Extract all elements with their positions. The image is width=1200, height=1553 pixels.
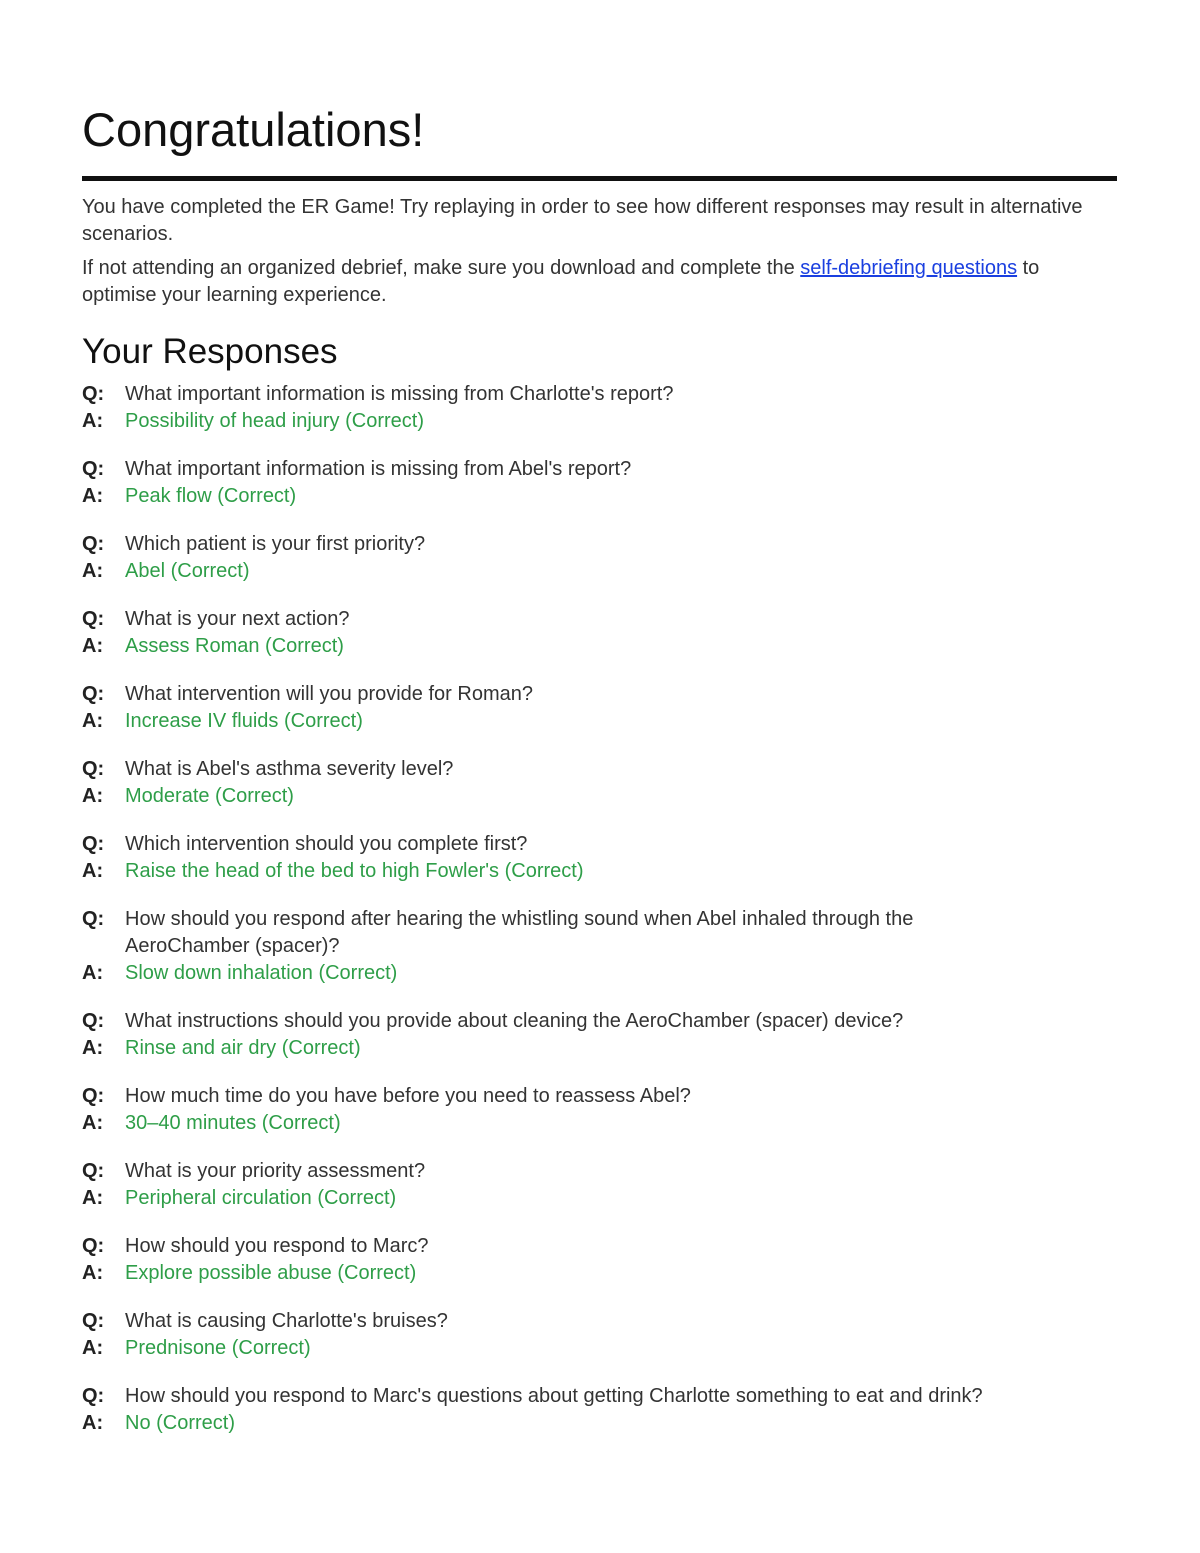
answer-label: A: (82, 1412, 104, 1434)
answer-row (82, 1410, 1116, 1437)
debrief-text-after: to optimise your learning experience. (82, 257, 1040, 306)
answer-label: A: (82, 635, 104, 657)
answer-label: A: (82, 485, 104, 507)
response-item (82, 756, 1116, 810)
question-label: Q: (82, 383, 105, 405)
question-label: Q: (82, 908, 105, 930)
answer-row (82, 1185, 1116, 1212)
response-item (82, 456, 1116, 510)
question-row (82, 1308, 1116, 1335)
answer-row (82, 858, 1116, 885)
answer-row (82, 708, 1116, 735)
responses-list (82, 381, 1116, 1437)
question-label: Q: (82, 1085, 105, 1107)
response-item (82, 681, 1116, 735)
answer-text: Raise the head of the bed to high Fowler's (Correct) (125, 860, 584, 882)
answer-row (82, 633, 1116, 660)
question-label: Q: (82, 608, 105, 630)
response-item (82, 606, 1116, 660)
question-row (82, 456, 1116, 483)
response-item (82, 1383, 1116, 1437)
answer-label: A: (82, 1262, 104, 1284)
question-text: What is causing Charlotte's bruises? (125, 1310, 448, 1332)
self-debriefing-link[interactable]: self-debriefing questions (800, 257, 1018, 279)
answer-row (82, 1035, 1116, 1062)
response-item (82, 1008, 1116, 1062)
answer-row (82, 483, 1116, 510)
response-item (82, 906, 1116, 987)
answer-label: A: (82, 785, 104, 807)
question-text: How should you respond after hearing the whistling sound when Abel inhaled through the AeroChamber (spacer)? (125, 908, 914, 957)
response-item (82, 1158, 1116, 1212)
question-row (82, 381, 1116, 408)
answer-row (82, 1110, 1116, 1137)
answer-label: A: (82, 1112, 104, 1134)
answer-row (82, 783, 1116, 810)
question-row (82, 1083, 1116, 1110)
answer-label: A: (82, 962, 104, 984)
answer-text: 30–40 minutes (Correct) (125, 1112, 341, 1134)
question-row (82, 531, 1116, 558)
answer-row (82, 960, 1116, 987)
answer-text: Peak flow (Correct) (125, 485, 297, 507)
answer-text: Increase IV fluids (Correct) (125, 710, 363, 732)
answer-row (82, 1260, 1116, 1287)
question-row (82, 1383, 1116, 1410)
question-row (82, 1008, 1116, 1035)
answer-text: Possibility of head injury (Correct) (125, 410, 424, 432)
answer-text: Prednisone (Correct) (125, 1337, 311, 1359)
answer-text: Assess Roman (Correct) (125, 635, 344, 657)
responses-heading: Your Responses (82, 332, 338, 371)
question-label: Q: (82, 1160, 105, 1182)
question-text: Which patient is your first priority? (125, 533, 426, 555)
response-item (82, 1308, 1116, 1362)
answer-label: A: (82, 410, 104, 432)
response-item (82, 1083, 1116, 1137)
question-row (82, 756, 1116, 783)
intro-section (82, 194, 1102, 309)
title-divider (82, 176, 1117, 181)
answer-label: A: (82, 1037, 104, 1059)
intro-paragraph-debrief (82, 255, 1102, 309)
answer-row (82, 558, 1116, 585)
answer-text: No (Correct) (125, 1412, 236, 1434)
response-item (82, 531, 1116, 585)
question-text: What intervention will you provide for Roman? (125, 683, 533, 705)
question-text: How should you respond to Marc? (125, 1235, 429, 1257)
question-row (82, 906, 1116, 960)
answer-text: Explore possible abuse (Correct) (125, 1262, 417, 1284)
answer-label: A: (82, 1337, 104, 1359)
question-text: What is your next action? (125, 608, 350, 630)
question-text: How much time do you have before you need to reassess Abel? (125, 1085, 691, 1107)
answer-label: A: (82, 710, 104, 732)
debrief-text-before: If not attending an organized debrief, make sure you download and complete the (82, 257, 801, 279)
question-label: Q: (82, 1235, 105, 1257)
question-text: Which intervention should you complete first? (125, 833, 528, 855)
answer-label: A: (82, 560, 104, 582)
question-label: Q: (82, 1310, 105, 1332)
question-text: What important information is missing from Charlotte's report? (125, 383, 674, 405)
page-title: Congratulations! (82, 103, 425, 156)
question-label: Q: (82, 833, 105, 855)
answer-text: Rinse and air dry (Correct) (125, 1037, 361, 1059)
question-text: What is Abel's asthma severity level? (125, 758, 454, 780)
question-label: Q: (82, 1385, 105, 1407)
question-row (82, 681, 1116, 708)
answer-row (82, 408, 1116, 435)
question-row (82, 1158, 1116, 1185)
question-label: Q: (82, 683, 105, 705)
question-row (82, 606, 1116, 633)
answer-label: A: (82, 860, 104, 882)
question-text: What is your priority assessment? (125, 1160, 426, 1182)
question-row (82, 1233, 1116, 1260)
answer-row (82, 1335, 1116, 1362)
response-item (82, 831, 1116, 885)
response-item (82, 1233, 1116, 1287)
question-label: Q: (82, 1010, 105, 1032)
intro-paragraph-completed: You have completed the ER Game! Try replaying in order to see how different responses may result in alternative scenarios. (82, 196, 1083, 245)
question-label: Q: (82, 758, 105, 780)
question-row (82, 831, 1116, 858)
question-text: What important information is missing from Abel's report? (125, 458, 632, 480)
question-text: What instructions should you provide about cleaning the AeroChamber (spacer) device? (125, 1010, 904, 1032)
answer-text: Moderate (Correct) (125, 785, 294, 807)
answer-text: Abel (Correct) (125, 560, 250, 582)
response-item (82, 381, 1116, 435)
answer-text: Peripheral circulation (Correct) (125, 1187, 397, 1209)
question-label: Q: (82, 458, 105, 480)
answer-text: Slow down inhalation (Correct) (125, 962, 398, 984)
question-text: How should you respond to Marc's questions about getting Charlotte something to eat and drink? (125, 1385, 983, 1407)
question-label: Q: (82, 533, 105, 555)
answer-label: A: (82, 1187, 104, 1209)
